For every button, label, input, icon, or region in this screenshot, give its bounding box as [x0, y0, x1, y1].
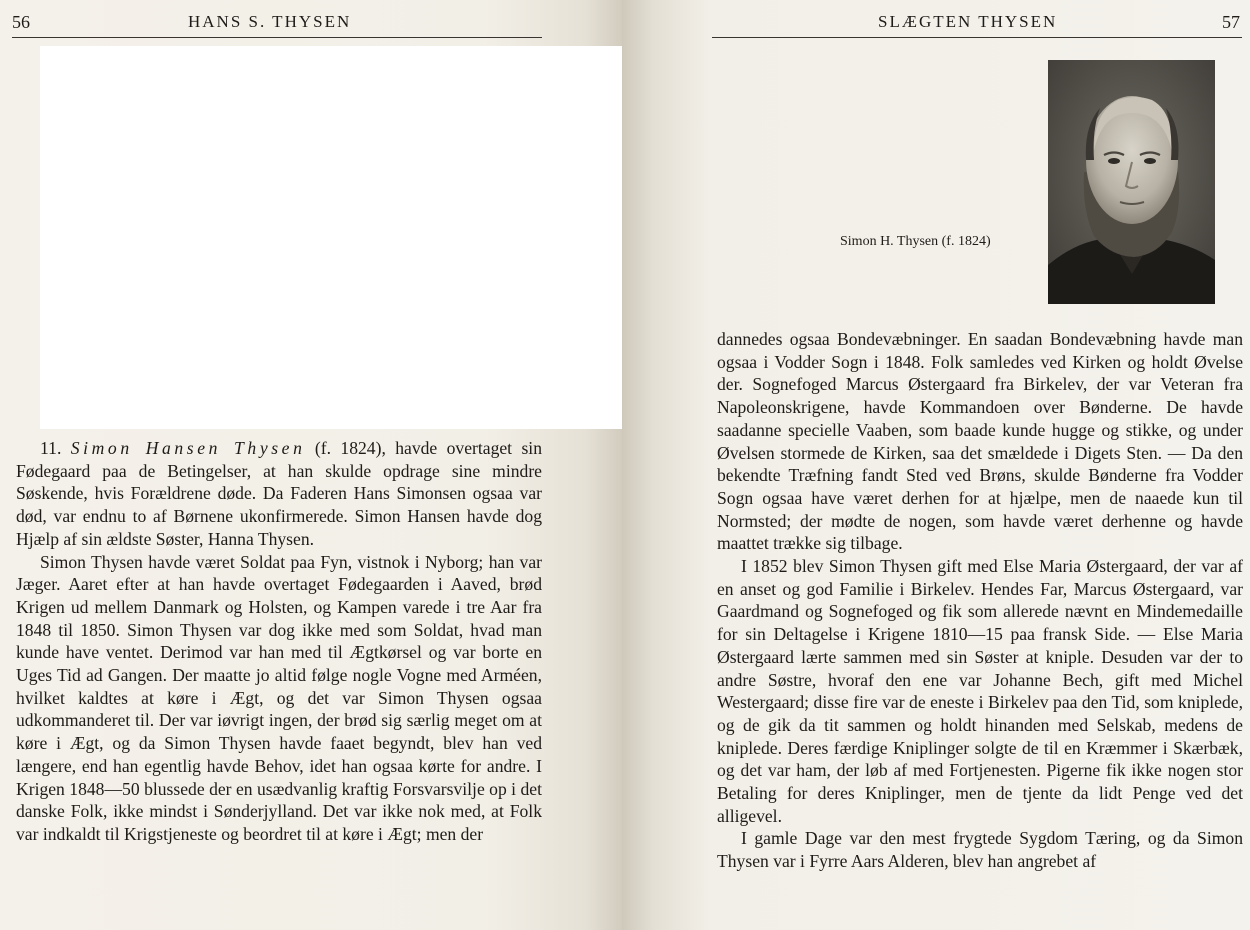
paragraph-text: (f. 1824), havde overtaget sin Fødegaard paa de Betingelser, at han skulde opdrage sine mindre Søskende, hvis Forældrene døde. Da Faderen Hans Simonsen ogsaa var død, var endnu to af Børnene ukonfirmerede. Simon Hansen havde dog Hjælp af sin ældste Søster, Hanna Thysen. [16, 438, 542, 549]
portrait-photo [1048, 60, 1215, 304]
left-page [0, 0, 622, 930]
running-head-left: HANS S. THYSEN [188, 12, 352, 31]
header-rule-right [712, 37, 1242, 38]
paragraph-soldier: Simon Thysen havde været Soldat paa Fyn, vistnok i Nyborg; han var Jæger. Aaret efter at han havde overtaget Fødegaarden i Aaved, brød Krigen ud mellem Danmark og Holsten, og Kampen varede i tre Aar fra 1848 til 1850. Simon Thysen var dog ikke med som Soldat, hvad man kunde have ventet. Derimod var han med til Ægtkørsel og var borte en Uges Tid ad Gangen. Der maatte jo altid følge nogle Vogne med Arméen, hvilket kaldtes at køre i Ægt, og det var Simon Thysen ogsaa udkommanderet til. Der var iøvrigt ingen, der brød sig særlig meget om at køre i Ægt, og da Simon Thysen havde faaet begyndt, blev han ved længere, end han egentlig havde Behov, idet han ogsaa kørte for andre. I Krigen 1848—50 blussede der en usædvanlig kraftig Forsvarsvilje op i det danske Folk, ikke mindst i Sønderjylland. Det var ikke nok med, at Folk var indkaldt til Krigstjeneste og beordret til at køre i Ægt; men der [16, 551, 542, 844]
paragraph-bondevaebning: dannedes ogsaa Bondevæbninger. En saadan Bondevæbning havde man ogsaa i Vodder Sogn i 1848. Folk samledes ved Kirken og holdt Øvelse der. Sognefoged Marcus Østergaard fra Birkelev, der var Veteran fra Napoleonskrigene, havde Kommandoen over Bønderne. De havde saadanne specielle Vaaben, som baade kunde hugge og stikke, og under Øvelsen stormede de Kirken, saa det smældede i Digets Sten. — Da den bekendte Træfning fandt Sted ved Brøns, skulde Bønderne fra Vodder Sogn ogsaa have været derhen for at hjælpe, men de naaede kun til Normsted; der mødte de nogen, som havde været derhenne og havde maattet trække sig tilbage. [717, 329, 1243, 554]
page-number-right: 57 [1222, 12, 1240, 32]
right-page [622, 0, 1250, 930]
paragraph-number: 11. [40, 438, 62, 458]
paragraph-taering: I gamle Dage var den mest frygtede Sygdom Tæring, og da Simon Thysen var i Fyrre Aars Alderen, blev han angrebet af [717, 828, 1243, 872]
running-head-right: SLÆGTEN THYSEN [878, 12, 1058, 31]
paragraph-simon-hansen-thysen [16, 437, 542, 551]
person-name: Simon Hansen Thysen [70, 438, 306, 458]
page-number-left: 56 [12, 12, 30, 32]
paragraph-marriage: I 1852 blev Simon Thysen gift med Else Maria Østergaard, der var af en anset og god Familie i Birkelev. Hendes Far, Marcus Østergaard, var Gaardmand og Sognefoged og fik som allerede nævnt en Mindemedaille for sin Deltagelse i Krigene 1810—15 paa fransk Side. — Else Maria Østergaard lærte sammen med sin Søster at kniple. Desuden var der to andre Søstre, hvoraf den ene var Johanne Bech, gift med Michel Westergaard; disse fire var de eneste i Birkelev paa den Tid, som kniplede, og de gik da tit sammen og holdt hinanden med Selskab, medens de kniplede. Deres færdige Kniplinger solgte de til en Kræmmer i Skærbæk, og det var ham, der løb af med Fortjenesten. Pigerne fik ikke nogen stor Betaling for deres Kniplinger, men de tjente da lidt Penge ved det alligevel. [717, 556, 1243, 826]
right-body-text [717, 328, 1243, 873]
portrait-caption: Simon H. Thysen (f. 1824) [840, 234, 991, 249]
left-body-text [16, 437, 542, 846]
portrait-image [1048, 60, 1215, 304]
blank-area [40, 46, 622, 429]
header-rule-left [12, 37, 542, 38]
